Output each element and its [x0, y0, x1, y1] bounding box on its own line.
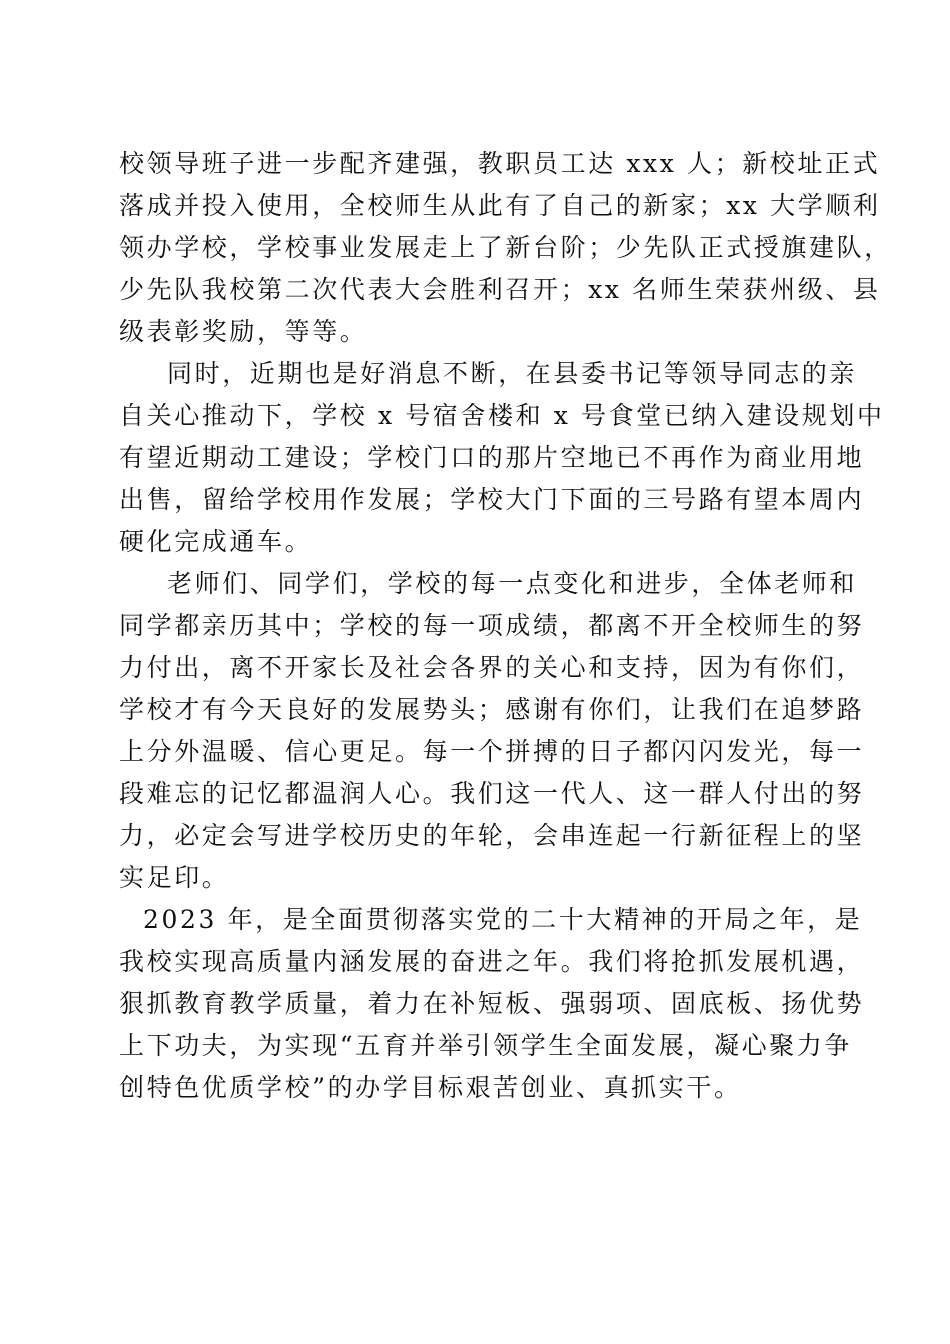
text-line: 段难忘的记忆都温润人心。我们这一代人、这一群人付出的努 [119, 779, 865, 808]
text-line: 有望近期动工建设；学校门口的那片空地已不再作为商业用地 [119, 443, 865, 472]
text-line: 2023 年，是全面贯彻落实党的二十大精神的开局之年，是 [143, 905, 863, 934]
text-line: 创特色优质学校”的办学目标艰苦创业、真抓实干。 [119, 1073, 742, 1102]
text-line: 学校才有今天良好的发展势头；感谢有你们，让我们在追梦路 [119, 695, 865, 724]
text-line: 落成并投入使用，全校师生从此有了自己的新家；xx 大学顺利 [119, 191, 881, 220]
text-line: 校领导班子进一步配齐建强，教职员工达 xxx 人；新校址正式 [119, 149, 881, 178]
document-body [119, 143, 892, 1109]
text-line: 我校实现高质量内涵发展的奋进之年。我们将抢抓发展机遇， [119, 947, 865, 976]
text-line: 同学都亲历其中；学校的每一项成绩，都离不开全校师生的努 [119, 611, 865, 640]
text-line: 少先队我校第二次代表大会胜利召开；xx 名师生荣获州级、县 [119, 275, 881, 304]
paragraph-1 [119, 143, 892, 353]
text-line: 力付出，离不开家长及社会各界的关心和支持，因为有你们， [119, 653, 865, 682]
paragraph-4 [119, 899, 865, 1109]
text-line: 硬化完成通车。 [119, 527, 313, 556]
text-line: 狠抓教育教学质量，着力在补短板、强弱项、固底板、扬优势 [119, 989, 865, 1018]
text-line: 上分外温暖、信心更足。每一个拼搏的日子都闪闪发光，每一 [119, 737, 865, 766]
text-line: 领办学校，学校事业发展走上了新台阶；少先队正式授旗建队， [119, 233, 892, 262]
text-line: 实足印。 [119, 863, 230, 892]
text-line: 出售，留给学校用作发展；学校大门下面的三号路有望本周内 [119, 485, 865, 514]
text-line: 同时，近期也是好消息不断，在县委书记等领导同志的亲 [167, 359, 858, 388]
text-line: 力，必定会写进学校历史的年轮，会串连起一行新征程上的坚 [119, 821, 865, 850]
text-line: 上下功夫，为实现“五育并举引领学生全面发展，凝心聚力争 [119, 1031, 852, 1060]
text-line: 级表彰奖励，等等。 [119, 317, 368, 346]
text-line: 自关心推动下，学校 x 号宿舍楼和 x 号食堂已纳入建设规划中 [119, 401, 885, 430]
paragraph-2 [119, 353, 885, 563]
text-line: 老师们、同学们，学校的每一点变化和进步，全体老师和 [167, 569, 858, 598]
paragraph-3 [119, 563, 865, 899]
